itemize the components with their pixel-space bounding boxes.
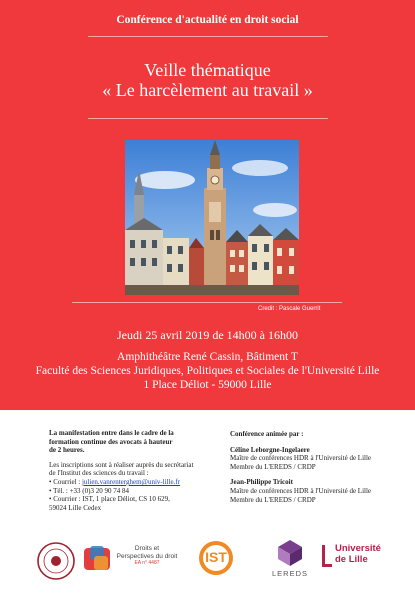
speaker-name: Jean-Philippe Tricoit [230,478,293,487]
speaker-role: Maître de conférences HDR à l'Université de Lille [230,454,372,463]
email-label: • Courriel : [49,477,82,486]
speaker-name: Céline Leborgne-Ingelaere [230,445,310,454]
venue-address: 1 Place Déliot - 59000 Lille [143,379,272,391]
ulille-line: de Lille [335,554,368,565]
droits-perspectives-logo [82,544,180,574]
ulille-line: Université [335,543,381,554]
training-note-line: La manifestation entre dans le cadre de la [49,429,174,437]
contact-mail-city: 59024 Lille Cedex [49,503,102,512]
speakers-block [230,430,405,504]
speaker-role: Membre du L'EREDS / CRDP [230,462,316,471]
divider-photo [72,302,342,303]
series-title: Conférence d'actualité en droit social [116,14,299,26]
speakers-heading: Conférence animée par : [230,430,304,438]
universite-lille-logo [322,543,382,569]
ddpd-line: EA n° 4487 [134,560,160,566]
divider-mid [88,118,328,119]
lereds-logo [268,536,312,582]
event-date: Jeudi 25 avril 2019 de 14h00 à 16h00 [117,328,298,342]
training-note-line: de 2 heures. [49,446,85,455]
ist-logo [198,540,234,576]
registration-line: de l'Institut des sciences du travail : [49,469,149,478]
venue-faculty: Faculté des Sciences Juridiques, Politiques et Sociales de l'Université Lille [35,365,380,377]
ddpd-line: Perspectives du droit [116,552,178,560]
contact-email-row [49,478,194,487]
venue-room: Amphithéâtre René Cassin, Bâtiment T [117,351,298,363]
ddpd-line: Droits et [134,545,160,552]
email-link[interactable]: julien.vanrenterghem@univ-lille.fr [81,477,181,486]
belfry-lille-photo [125,140,299,295]
contact-mail-address: • Courrier : IST, 1 place Déliot, CS 10 629, [49,495,170,504]
speaker-role: Maître de conférences HDR à l'Université de Lille [230,486,372,495]
conference-subtitle: « Le harcèlement au travail » [102,80,313,100]
contact-phone: • Tél. : +33 (0)3 20 90 74 84 [49,486,129,495]
practical-info [49,429,194,512]
divider-top [88,36,328,37]
lereds-logo-text: LEREDS [271,569,308,578]
conference-title: Veille thématique [144,60,271,80]
ist-logo-text: IST [205,549,227,565]
photo-credit: Credit : Pascale Guerrit [258,306,321,312]
university-seal-logo [36,541,76,581]
training-note-line: formation continue des avocats à hauteur [49,437,173,446]
registration-line: Les inscriptions sont à réaliser auprès du secrétariat [49,460,194,469]
speaker-role: Membre du L'EREDS / CRDP [230,495,316,504]
